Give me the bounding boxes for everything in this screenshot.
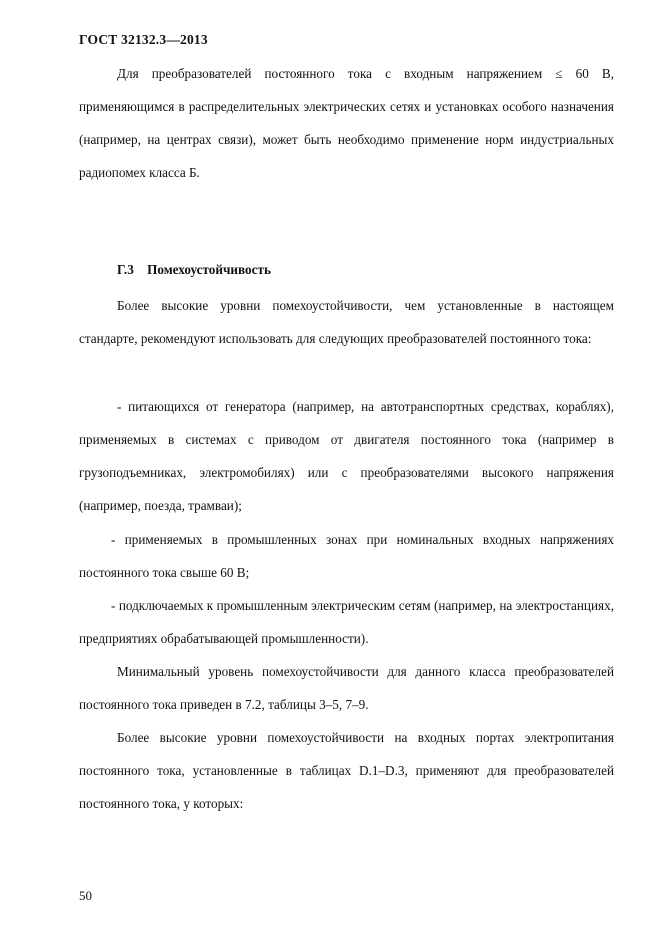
paragraph-dc-converters-norms: Для преобразователей постоянного тока с входным напряжением ≤ 60 В, применяющимся в распределительных электрических сетях и установках особого назначения (например, на центрах связи), может быть необходимо применение норм индустриальных радиопомех класса Б. bbox=[79, 66, 614, 180]
paragraph-immunity-intro: Более высокие уровни помехоустойчивости, чем установленные в настоящем стандарте, рекомендуют использовать для следующих преобразователей постоянного тока: bbox=[79, 298, 614, 346]
list-item-industrial-zones: - применяемых в промышленных зонах при номинальных входных напряжениях постоянного тока свыше 60 В; bbox=[79, 532, 614, 580]
list-item-generator-powered: - питающихся от генератора (например, на автотранспортных средствах, кораблях), применяемых в системах с приводом от двигателя постоянного тока (например в грузоподъемниках, электромобилях) или с преобразователями высокого напряжения (например, поезда, трамваи); bbox=[79, 399, 614, 513]
section-title: Помехоустойчивость bbox=[147, 262, 271, 277]
paragraph-higher-levels: Более высокие уровни помехоустойчивости на входных портах электропитания постоянного тока, установленные в таблицах D.1–D.3, применяют для преобразователей постоянного тока, у которых: bbox=[79, 730, 614, 811]
paragraph-minimum-level: Минимальный уровень помехоустойчивости для данного класса преобразователей постоянного тока приведен в 7.2, таблицы 3–5, 7–9. bbox=[79, 664, 614, 712]
section-heading bbox=[117, 262, 271, 278]
section-number: Г.3 bbox=[117, 262, 134, 277]
page-number: 50 bbox=[79, 888, 92, 903]
list-item-industrial-networks: - подключаемых к промышленным электрическим сетям (например, на электростанциях, предприятиях обрабатывающей промышленности). bbox=[79, 598, 614, 646]
document-header: ГОСТ 32132.3—2013 bbox=[79, 32, 208, 47]
